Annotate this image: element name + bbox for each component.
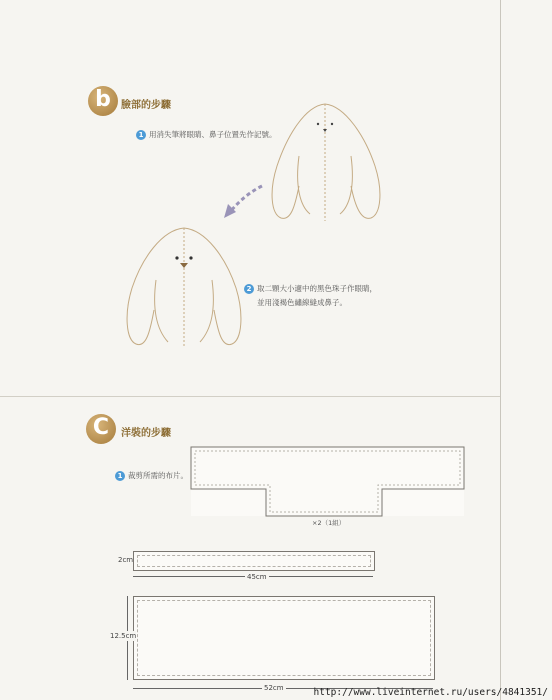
section-b-step-1 — [136, 129, 277, 140]
pattern-multiplier-label: ×2（1組） — [312, 519, 346, 527]
bunny-head-marked-illustration — [265, 96, 390, 226]
section-b-step-2-line-2: 並用淺褐色繡線縫成鼻子。 — [257, 298, 347, 307]
direction-arrow-icon — [220, 182, 265, 222]
section-c-title: 洋裝的步驟 — [121, 428, 171, 439]
section-c-badge: C — [86, 414, 116, 444]
skirt-height-label: 12.5cm — [110, 632, 137, 640]
skirt-width-label: 52cm — [264, 684, 284, 692]
step-number-badge: 1 — [136, 130, 146, 140]
section-b-badge: b — [88, 86, 118, 116]
bunny-head-finished-illustration — [122, 222, 252, 352]
page-edge-divider — [500, 0, 501, 700]
section-b-title: 臉部的步驟 — [121, 100, 171, 111]
step-text: 裁剪所需的布片。 — [128, 471, 188, 480]
bodice-pattern-piece — [190, 446, 465, 518]
step-number-badge: 2 — [244, 284, 254, 294]
step-number-badge: 1 — [115, 471, 125, 481]
watermark-url: http://www.liveinternet.ru/users/4841351/ — [313, 687, 548, 698]
section-divider — [0, 396, 500, 397]
strip-pattern-piece — [133, 551, 375, 571]
section-c-step-1 — [115, 470, 188, 481]
step-text-line-1: 取二顆大小適中的黑色珠子作眼睛， — [257, 284, 377, 293]
strip-height-label: 2cm — [118, 556, 134, 564]
section-b-step-2 — [244, 283, 377, 294]
step-text: 用消失筆將眼睛、鼻子位置先作記號。 — [149, 130, 277, 139]
strip-width-label: 45cm — [247, 573, 267, 581]
skirt-pattern-piece — [133, 596, 435, 680]
